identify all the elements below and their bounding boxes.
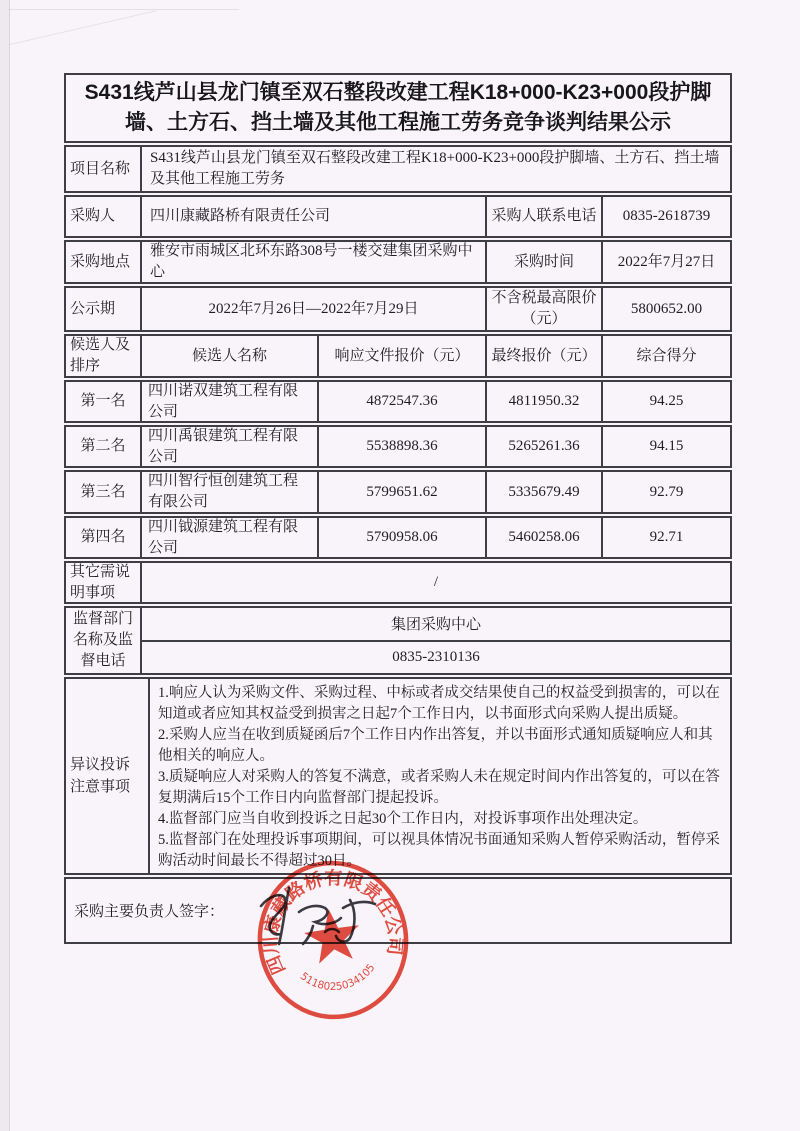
candidates-header-row — [64, 334, 732, 378]
title-row — [64, 73, 732, 143]
document-title: S431线芦山县龙门镇至双石整段改建工程K18+000-K23+000段护脚墙、土方石、挡土墙及其他工程施工劳务竞争谈判结果公示 — [84, 81, 712, 134]
purchaser-label: 采购人 — [70, 208, 116, 224]
candidate-score: 94.25 — [601, 382, 730, 421]
supervision-label: 监督部门名称及监督电话 — [72, 611, 133, 669]
col-final-price-header: 最终报价（元） — [485, 336, 601, 376]
location-row — [64, 240, 732, 284]
signature-label: 采购主要负责人签字： — [74, 904, 225, 920]
candidate-doc-price: 5538898.36 — [317, 427, 485, 466]
purchaser-value: 四川康藏路桥有限责任公司 — [140, 197, 485, 236]
col-doc-price-header: 响应文件报价（元） — [317, 336, 485, 376]
publicity-label: 公示期 — [70, 300, 116, 317]
candidate-rank: 第二名 — [80, 438, 126, 454]
candidate-doc-price: 5790958.06 — [317, 518, 485, 557]
supervision-values — [140, 608, 730, 673]
objection-item: 3.质疑响应人对采购人的答复不满意，或者采购人未在规定时间内作出答复的，可以在答复期满后15个工作日内向监督部门提起投诉。 — [158, 769, 720, 806]
candidate-name: 四川智行恒创建筑工程有限公司 — [140, 472, 317, 512]
purchase-time-label: 采购时间 — [485, 242, 601, 282]
seal-company-text: 四川康藏路桥有限责任公司 — [260, 868, 406, 978]
objection-label: 异议投诉注意事项 — [70, 757, 131, 795]
publicity-value: 2022年7月26日—2022年7月29日 — [140, 288, 485, 330]
seal-number-text: 5118025034105 — [297, 961, 378, 994]
purchase-time-value: 2022年7月27日 — [601, 242, 730, 282]
purchaser-phone-value: 0835-2618739 — [601, 197, 730, 236]
max-price-label: 不含税最高限价（元） — [485, 288, 601, 330]
project-name-row — [64, 145, 732, 193]
supervision-row — [64, 606, 732, 675]
objection-item: 2.采购人应当在收到质疑函后7个工作日内作出答复，并以书面形式通知质疑响应人和其他相关的响应人。 — [158, 727, 713, 764]
location-label: 采购地点 — [70, 253, 131, 270]
candidate-final-price: 4811950.32 — [485, 382, 601, 421]
page-top-edge-line — [9, 9, 239, 10]
candidate-score: 94.15 — [601, 427, 730, 466]
candidate-doc-price: 5799651.62 — [317, 472, 485, 512]
publicity-row — [64, 286, 732, 332]
supervision-department: 集团采购中心 — [390, 617, 481, 634]
candidate-rank: 第三名 — [80, 483, 126, 500]
supervision-phone: 0835-2310136 — [142, 640, 730, 674]
objection-content — [148, 679, 730, 873]
col-score-header: 综合得分 — [601, 336, 730, 376]
candidate-row — [64, 380, 732, 423]
candidate-doc-price: 4872547.36 — [317, 382, 485, 421]
max-price-value: 5800652.00 — [601, 288, 730, 330]
candidate-rank: 第四名 — [80, 529, 126, 545]
other-notes-value: / — [140, 563, 730, 602]
announcement-table — [64, 73, 732, 944]
page-edge-shade — [0, 0, 9, 1131]
page-edge-line — [9, 0, 10, 1131]
candidate-row — [64, 470, 732, 514]
objection-notice-row — [64, 677, 732, 875]
signature-row — [64, 877, 732, 944]
candidate-final-price: 5265261.36 — [485, 427, 601, 466]
other-notes-row — [64, 561, 732, 604]
col-name-header: 候选人名称 — [140, 336, 317, 376]
candidate-name: 四川钺源建筑工程有限公司 — [140, 518, 317, 557]
project-name-value: S431线芦山县龙门镇至双石整段改建工程K18+000-K23+000段护脚墙、土方石、挡土墙及其他工程施工劳务 — [140, 147, 730, 191]
location-value: 雅安市雨城区北环东路308号一楼交建集团采购中心 — [140, 242, 485, 282]
candidate-final-price: 5460258.06 — [485, 518, 601, 557]
objection-item: 1.响应人认为采购文件、采购过程、中标或者成交结果使自己的权益受到损害的，可以在知道或者应知其权益受到损害之日起7个工作日内，以书面形式向采购人提出质疑。 — [158, 685, 720, 722]
col-rank-header: 候选人及排序 — [70, 337, 131, 374]
purchaser-phone-label: 采购人联系电话 — [485, 197, 601, 236]
other-notes-label: 其它需说明事项 — [70, 563, 131, 601]
candidate-score: 92.79 — [601, 472, 730, 512]
objection-item: 4.监督部门应当自收到投诉之日起30个工作日内，对投诉事项作出处理决定。 — [158, 811, 648, 827]
project-name-label: 项目名称 — [70, 160, 131, 177]
candidate-final-price: 5335679.49 — [485, 472, 601, 512]
candidate-rank: 第一名 — [80, 393, 126, 409]
candidate-row — [64, 516, 732, 559]
candidate-row — [64, 425, 732, 468]
candidate-name: 四川诺双建筑工程有限公司 — [140, 382, 317, 421]
candidate-score: 92.71 — [601, 518, 730, 557]
purchaser-row — [64, 195, 732, 238]
candidate-name: 四川禹银建筑工程有限公司 — [140, 427, 317, 466]
page-corner-fold-line — [10, 10, 156, 45]
objection-item: 5.监督部门在处理投诉事项期间，可以视具体情况书面通知采购人暂停采购活动，暂停采购活动时间最长不得超过30日。 — [158, 832, 720, 869]
